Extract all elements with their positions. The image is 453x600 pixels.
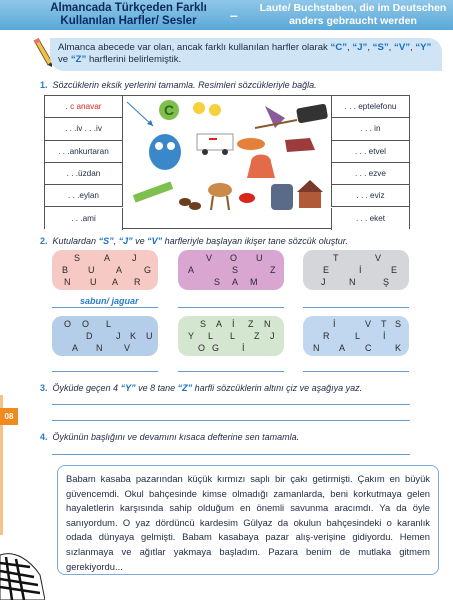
word-table [44,95,410,229]
sep: ve [58,54,71,65]
letter: A [116,265,123,275]
letter: D [86,331,93,341]
sep: , [367,42,373,53]
sep: , [347,42,353,53]
letter: A [216,319,223,329]
letter-v: “V” [147,236,163,246]
letter-z: “Z” [70,54,87,65]
letter: Z [254,331,260,341]
q2-text-b: harfleriyle başlayan ikişer tane sözcük oluştur. [162,236,348,246]
info-text-end: harflerini belirlemiştik. [86,54,182,65]
sample-answer: sabun/ jaguar [80,296,139,306]
answer-line[interactable] [52,420,410,421]
left-word-2[interactable]: . . .iv . . .iv [45,118,123,140]
letter-box-5 [178,316,284,356]
q3-text-c: harfli sözcüklerin altını çiz ve aşağıya yaz. [192,383,363,393]
question-number: 4. [40,432,48,442]
answer-line[interactable] [52,404,410,405]
info-text: Almanca abecede var olan, ancak farklı kullanılan harfler olarak [58,42,331,53]
letter: N [313,343,320,353]
letter: J [321,277,326,287]
letter: O [230,253,238,263]
letter: B [62,265,69,275]
letter: Ş [383,277,390,287]
filled-letter: c [70,102,75,111]
letter: V [206,253,213,263]
letter: A [339,343,346,353]
letter: U [146,331,153,341]
letter: R [323,331,330,341]
letter-z: “Z” [177,383,193,393]
title-tr-line2: Kullanılan Harfler/ Sesler [60,15,197,27]
letter: U [88,265,95,275]
letter: V [375,253,382,263]
zebra-illustration [0,545,45,600]
answer-line[interactable] [303,371,409,372]
question-2 [40,236,348,246]
letter: O [64,319,72,329]
answer-line[interactable] [178,371,284,372]
letter: V [365,319,372,329]
question-1 [40,80,317,90]
prefix: . [65,102,71,111]
letter-j: “J” [352,42,368,53]
letter: L [208,331,214,341]
left-word-6[interactable]: . . .ami [45,208,123,230]
letter: S [395,319,402,329]
letter: İ [232,319,235,329]
question-text: Sözcüklerin eksik yerlerini tamamla. Resimleri sözcükleriyle bağla. [52,80,317,90]
letter: S [200,319,207,329]
letter: Z [270,265,276,275]
letter: T [333,253,339,263]
right-word-2[interactable]: . . . in [331,118,409,140]
letter: A [104,253,111,263]
right-word-1[interactable]: . . . eptelefonu [331,96,409,118]
letter: S [214,277,221,287]
sep: ve [132,236,148,246]
letter: İ [383,331,386,341]
sep: , [410,42,416,53]
question-number: 1. [40,80,48,90]
letter: Y [188,331,195,341]
letter-box-1 [52,250,158,290]
letter: J [270,331,275,341]
question-text: Öykünün başlığını ve devamını kısaca defterine sen tamamla. [52,432,300,442]
title-german [253,2,453,28]
title-de-line1: Laute/ Buchstaben, die im Deutschen [259,2,447,14]
left-word-4[interactable]: . . .üzdan [45,163,123,185]
letter-s: “S” [372,42,389,53]
letter: K [395,343,402,353]
letter: Z [248,319,254,329]
letter-j: “J” [118,236,133,246]
letter: L [355,331,361,341]
letter: A [232,277,239,287]
letter: İ [333,319,336,329]
letter: U [256,253,263,263]
sep: , [388,42,395,53]
question-number: 2. [40,236,48,246]
sep: , [113,236,119,246]
letter: G [144,265,152,275]
letter: T [381,319,387,329]
question-number: 3. [40,383,48,393]
page-number: 08 [0,408,18,425]
answer-line[interactable] [303,307,409,308]
q2-text-a: Kutulardan [52,236,99,246]
answer-line[interactable] [178,307,284,308]
right-word-6[interactable]: . . . eket [331,208,409,230]
letter: C [365,343,372,353]
letter-y: “Y” [120,383,136,393]
letter-box-6 [303,316,409,356]
letter: N [349,277,356,287]
q3-text-a: Öyküde geçen 4 [52,383,121,393]
letter: L [230,331,236,341]
letter: J [132,253,137,263]
left-word-1[interactable] [45,96,123,118]
letter: O [82,319,90,329]
letter: M [250,277,258,287]
title-dash: – [230,7,238,23]
letter: J [116,331,121,341]
question-4 [40,432,299,442]
letter: A [72,343,79,353]
letter: N [64,277,71,287]
letter: V [124,343,131,353]
title-turkish [36,2,221,28]
letter: İ [359,265,362,275]
letter: A [188,265,195,275]
svg-text:C: C [164,102,175,118]
title-de-line2: anders gebraucht werden [289,15,417,27]
answer-line[interactable] [52,371,158,372]
word-rest: anavar [74,102,102,111]
letter: A [112,277,119,287]
letter: G [212,343,220,353]
info-box [50,38,442,71]
letter: U [90,277,97,287]
letter: N [264,319,271,329]
letter: E [323,265,330,275]
letter: S [74,253,81,263]
question-3 [40,383,362,393]
title-tr-line1: Almancada Türkçeden Farklı [50,2,207,14]
letter: L [106,319,112,329]
right-word-3[interactable]: . . . etvel [331,141,409,163]
letter: İ [242,343,245,353]
answer-line[interactable] [52,307,158,308]
letter-s: “S” [98,236,114,246]
q3-text-b: ve 8 tane [135,383,178,393]
letter: K [130,331,137,341]
letter: R [134,277,141,287]
letter-box-3 [303,250,409,290]
letter: E [391,265,398,275]
letter-box-4 [52,316,158,356]
letter-v: “V” [394,42,411,53]
picture-area [125,98,331,226]
letter: S [232,265,239,275]
letter-box-2 [178,250,284,290]
letter-c: “C” [330,42,348,53]
left-word-3[interactable]: . . .ankurtaran [45,141,123,163]
letter: N [96,343,103,353]
header-banner [0,0,453,30]
letter: O [198,343,206,353]
right-word-4[interactable]: . . . ezve [331,163,409,185]
letter-y: “Y” [415,42,432,53]
answer-line[interactable] [52,454,410,455]
story-box: Babam kasaba pazarından küçük kırmızı saplı bir çakı getirmişti. Çakım en büyük güvencemdi. Okul bahçesinde kimse olmadığı zamanlarda, beni korkutmaya gelen hayaletlerin karşısında sahip olduğum en önemli savunma aracımdı. Ya da öyle sanıyordum. O yaz dördüncü kardesim Gülyaz da okulun bahçesindeki o karanlık odada dünyaya gelmişti. Babam kasabaya pazar alış-verişine gidiyordu. Hemen sızlanmaya ve ağıtlar yakmaya başladım. Pazara benim de mutlaka gitmem gerekiyordu... [57,465,439,575]
left-word-5[interactable]: . . .eylan [45,185,123,207]
right-word-5[interactable]: . . . eviz [331,185,409,207]
